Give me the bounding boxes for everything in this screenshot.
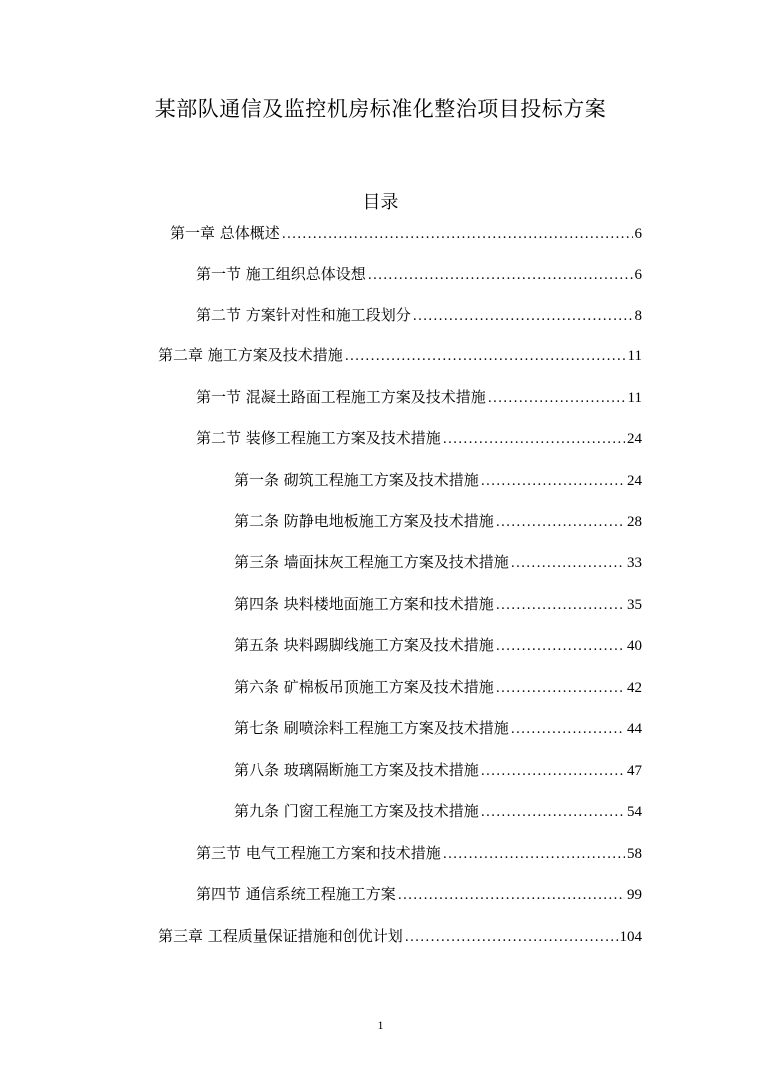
toc-entry-page: 8 xyxy=(634,308,642,324)
toc-entry-9[interactable] xyxy=(234,549,642,575)
toc-dot-leader xyxy=(405,925,618,951)
toc-entry-page: 104 xyxy=(619,929,642,945)
document-title: 某部队通信及监控机房标准化整治项目投标方案 xyxy=(154,97,607,121)
toc-entry-13[interactable] xyxy=(234,715,642,741)
toc-entry-18[interactable] xyxy=(158,923,642,949)
toc-dot-leader xyxy=(481,469,625,495)
toc-entry-label: 第四条 块料楼地面施工方案和技术措施 xyxy=(234,595,494,613)
toc-entry-label: 第八条 玻璃隔断施工方案及技术措施 xyxy=(234,761,479,779)
toc-entry-page: 6 xyxy=(634,226,642,242)
toc-dot-leader xyxy=(368,263,633,289)
toc-dot-leader xyxy=(398,883,625,909)
toc-dot-leader xyxy=(413,304,633,330)
toc-entry-label: 第七条 刷喷涂料工程施工方案及技术措施 xyxy=(234,719,509,737)
toc-heading: 目录 xyxy=(362,192,399,213)
toc-entry-page: 58 xyxy=(627,846,642,862)
toc-entry-page: 11 xyxy=(627,348,642,364)
toc-entry-2[interactable] xyxy=(196,261,642,287)
toc-entry-page: 33 xyxy=(627,555,642,571)
toc-entry-17[interactable] xyxy=(196,881,642,907)
toc-entry-page: 54 xyxy=(627,804,642,820)
toc-entry-14[interactable] xyxy=(234,757,642,783)
toc-entry-label: 第一节 混凝土路面工程施工方案及技术措施 xyxy=(196,388,486,406)
toc-entry-label: 第一条 砌筑工程施工方案及技术措施 xyxy=(234,471,479,489)
toc-entry-15[interactable] xyxy=(234,798,642,824)
toc-dot-leader xyxy=(496,593,625,619)
toc-entry-page: 28 xyxy=(627,514,642,530)
toc-entry-label: 第二节 方案针对性和施工段划分 xyxy=(196,306,411,324)
toc-entry-page: 24 xyxy=(627,473,642,489)
toc-entry-page: 24 xyxy=(627,431,642,447)
toc-entry-5[interactable] xyxy=(196,384,642,410)
toc-dot-leader xyxy=(488,386,626,412)
toc-entry-11[interactable] xyxy=(234,632,642,658)
toc-entry-page: 35 xyxy=(627,597,642,613)
toc-dot-leader xyxy=(496,634,625,660)
toc-entry-label: 第一节 施工组织总体设想 xyxy=(196,265,366,283)
toc-entry-page: 11 xyxy=(627,390,642,406)
toc-dot-leader xyxy=(282,222,633,248)
toc-entry-label: 第二条 防静电地板施工方案及技术措施 xyxy=(234,512,494,530)
toc-entry-16[interactable] xyxy=(196,840,642,866)
toc-entry-label: 第二节 装修工程施工方案及技术措施 xyxy=(196,429,441,447)
toc-dot-leader xyxy=(481,759,625,785)
toc-entry-10[interactable] xyxy=(234,591,642,617)
toc-entry-label: 第四节 通信系统工程施工方案 xyxy=(196,885,396,903)
toc-dot-leader xyxy=(496,676,625,702)
toc-entry-page: 42 xyxy=(627,680,642,696)
toc-dot-leader xyxy=(345,344,626,370)
toc-entry-6[interactable] xyxy=(196,425,642,451)
toc-entry-label: 第六条 矿棉板吊顶施工方案及技术措施 xyxy=(234,678,494,696)
toc-entry-3[interactable] xyxy=(196,302,642,328)
toc-entry-page: 99 xyxy=(627,887,642,903)
toc-entry-1[interactable] xyxy=(170,220,642,246)
toc-entry-8[interactable] xyxy=(234,508,642,534)
toc-dot-leader xyxy=(511,551,625,577)
toc-entry-page: 44 xyxy=(627,721,642,737)
toc-entry-12[interactable] xyxy=(234,674,642,700)
toc-entry-label: 第二章 施工方案及技术措施 xyxy=(158,346,343,364)
toc-entry-label: 第九条 门窗工程施工方案及技术措施 xyxy=(234,802,479,820)
toc-entry-label: 第三章 工程质量保证措施和创优计划 xyxy=(158,927,403,945)
toc-dot-leader xyxy=(443,427,625,453)
toc-entry-label: 第三条 墙面抹灰工程施工方案及技术措施 xyxy=(234,553,509,571)
toc-entry-label: 第三节 电气工程施工方案和技术措施 xyxy=(196,844,441,862)
toc-entry-page: 47 xyxy=(627,763,642,779)
toc-entry-7[interactable] xyxy=(234,467,642,493)
toc-dot-leader xyxy=(496,510,625,536)
toc-entry-label: 第一章 总体概述 xyxy=(170,224,280,242)
toc-dot-leader xyxy=(443,842,625,868)
toc-entry-page: 40 xyxy=(627,638,642,654)
toc-dot-leader xyxy=(481,800,625,826)
toc-entry-page: 6 xyxy=(634,267,642,283)
page-number: 1 xyxy=(377,1018,384,1032)
toc-entry-4[interactable] xyxy=(158,342,642,368)
toc-dot-leader xyxy=(511,717,625,743)
toc-entry-label: 第五条 块料踢脚线施工方案及技术措施 xyxy=(234,636,494,654)
